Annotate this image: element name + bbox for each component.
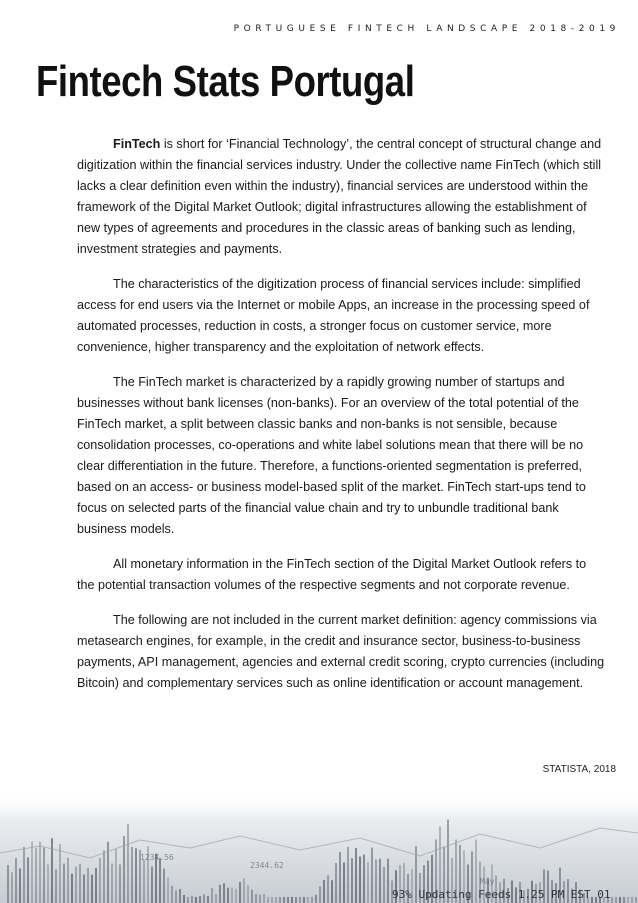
paragraph-exclusions: The following are not included in the current market definition: agency commissions via metasearch engines, for example, in the credit and insurance sector, business-to-business payments, API management, agencies and external credit scoring, crypto currencies (including Bitcoin) and complementary services such as online identification or account management. <box>77 613 605 690</box>
paragraph-text: is short for ‘Financial Technology’, the central concept of structural change and digitization within the financial services industry. Under the collective name FinTech (which still lacks a clear definition even within the industry), financial services are understood within the framework of the Digital Market Outlook; digital infrastructures allowing the establishment of new types of agreements and procedures in the classic areas of banking such as lending, investment strategies and payments. <box>77 137 602 256</box>
page-title: Fintech Stats Portugal <box>36 57 415 106</box>
paragraph-market: The FinTech market is characterized by a rapidly growing number of startups and businesses without bank licenses (non-banks). For an overview of the total potential of the FinTech market, a split between classic banks and non-banks is not sensible, because consolidation processes, co-operations and white label solutions mean that there will be no clear differentiation in the future. Therefore, a functions-oriented segmentation is preferred, based on an access- or business model-based split of the market. FinTech start-ups tend to focus on selected parts of the financial value chain and try to unbundle traditional bank business models. <box>77 375 586 536</box>
photo-number: 2344.62 <box>250 861 284 870</box>
paragraph-monetary-info: All monetary information in the FinTech section of the Digital Market Outlook refers to the potential transaction volumes of the respective segments and not corporate revenue. <box>77 557 587 592</box>
body-text <box>77 134 605 708</box>
source-citation: STATISTA, 2018 <box>542 764 616 775</box>
running-header: PORTUGUESE FINTECH LANDSCAPE 2018-2019 <box>233 24 620 34</box>
financial-chart-photo <box>0 798 638 903</box>
fintech-term: FinTech <box>113 137 161 151</box>
ticker-text: 93% Updating Feeds 1.25 PM EST 01 <box>392 888 611 901</box>
paragraph-fintech-definition <box>77 134 605 260</box>
paragraph-characteristics: The characteristics of the digitization process of financial services include: simplified access for end users via the Internet or mobile Apps, an increase in the processing speed of automated processes, reduction in costs, a stronger focus on customer service, more convenience, higher transparency and the exploitation of network effects. <box>77 277 590 354</box>
photo-number: May <box>480 877 495 886</box>
photo-number: 1234.56 <box>140 853 174 862</box>
